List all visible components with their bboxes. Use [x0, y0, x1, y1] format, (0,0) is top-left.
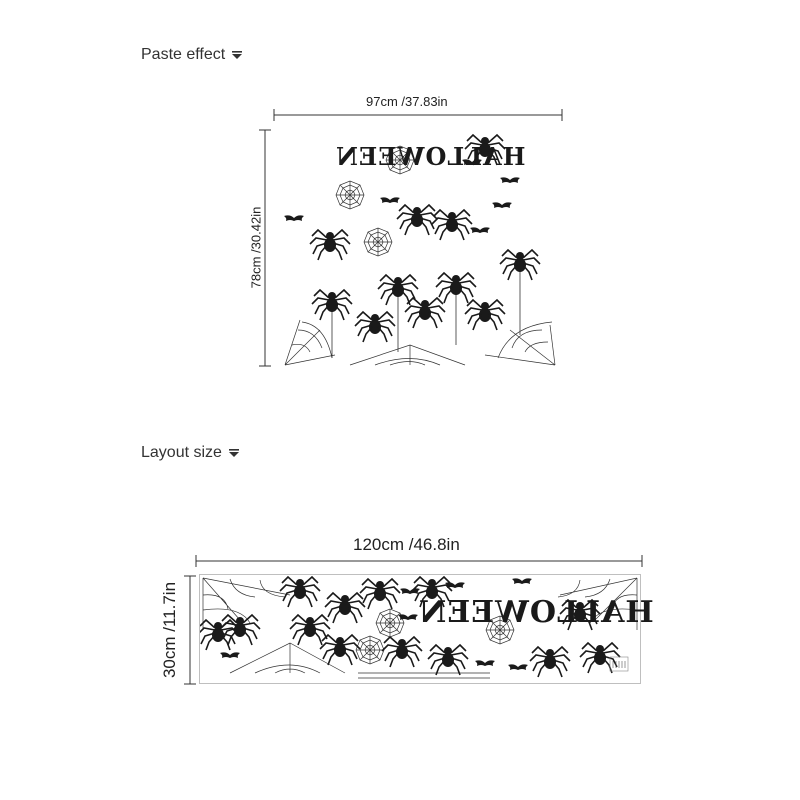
layout-width-dimension-line [194, 554, 644, 568]
layout-halloween-lettering: HALLOWEEN [418, 595, 654, 630]
layout-size-heading [141, 444, 240, 462]
layout-sheet [199, 574, 654, 684]
paste-effect-heading-text: Paste effect [141, 46, 226, 63]
paste-effect-heading [141, 46, 243, 64]
layout-size-heading-text: Layout size [141, 444, 222, 461]
chevron-down-icon [231, 50, 243, 60]
layout-width-label: 120cm /46.8in [353, 535, 460, 554]
paste-width-label: 97cm /37.83in [366, 94, 448, 109]
paste-effect-artwork [280, 130, 560, 370]
paste-width-dimension-line [272, 108, 564, 122]
paste-halloween-lettering: HALLOWEEN [335, 142, 526, 171]
chevron-down-icon [228, 448, 240, 458]
paste-height-label: 78cm /30.42in [248, 206, 264, 289]
layout-height-dimension-line [183, 574, 197, 686]
layout-height-label: 30cm /11.7in [160, 581, 179, 679]
